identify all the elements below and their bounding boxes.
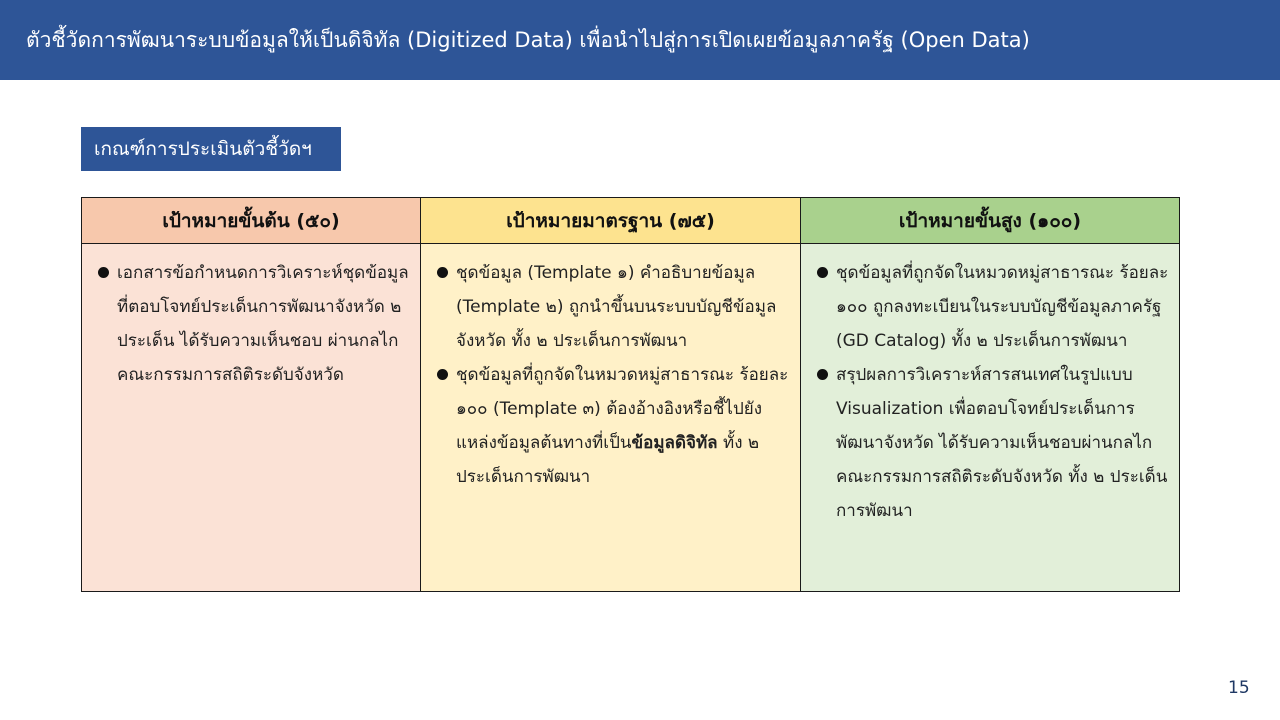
criteria-table [81,197,1180,592]
bullet-icon [817,369,828,380]
title-bar [0,0,1280,80]
list-item-text: ชุดข้อมูล (Template ๑) คำอธิบายข้อมูล (Template ๒) ถูกนำขึ้นบนระบบบัญชีข้อมูลจังหวัด ทั้ง ๒ ประเด็นการพัฒนา [456,263,777,351]
standard-target-list [435,256,792,494]
list-item-text-part: ทั้ง ๒ ประเด็นการพัฒนา [456,433,760,487]
list-item [815,256,1171,358]
list-item-text [456,365,788,487]
bullet-icon [817,267,828,278]
slide-title: ตัวชี้วัดการพัฒนาระบบข้อมูลให้เป็นดิจิทัล (Digitized Data) เพื่อนำไปสู่การเปิดเผยข้อมูลภาครัฐ (Open Data) [26,27,1030,52]
criteria-label: เกณฑ์การประเมินตัวชี้วัดฯ [81,127,341,171]
advanced-target-heading: เป้าหมายขั้นสูง (๑๐๐) [801,198,1180,244]
advanced-target-cell [801,244,1180,592]
list-item [815,358,1171,528]
standard-target-cell [421,244,801,592]
table-body-row [82,244,1180,592]
advanced-target-list [815,256,1171,528]
bullet-icon [437,267,448,278]
page-number: 15 [1228,678,1250,698]
basic-target-list [96,256,412,392]
list-item-text: เอกสารข้อกำหนดการวิเคราะห์ชุดข้อมูลที่ตอบโจทย์ประเด็นการพัฒนาจังหวัด ๒ ประเด็น ได้รับความเห็นชอบ ผ่านกลไกคณะกรรมการสถิติระดับจังหวัด [117,263,409,385]
basic-target-cell [82,244,421,592]
list-item-text: ชุดข้อมูลที่ถูกจัดในหมวดหมู่สาธารณะ ร้อยละ ๑๐๐ ถูกลงทะเบียนในระบบบัญชีข้อมูลภาครัฐ (GD Catalog) ทั้ง ๒ ประเด็นการพัฒนา [836,263,1169,351]
table-header-row [82,198,1180,244]
list-item [435,358,792,494]
list-item-text: สรุปผลการวิเคราะห์สารสนเทศในรูปแบบ Visualization เพื่อตอบโจทย์ประเด็นการพัฒนาจังหวัด ได้รับความเห็นชอบผ่านกลไกคณะกรรมการสถิติระดับจังหวัด ทั้ง ๒ ประเด็นการพัฒนา [836,365,1168,521]
list-item-text-part: ชุดข้อมูลที่ถูกจัดในหมวดหมู่สาธารณะ ร้อยละ ๑๐๐ (Template ๓) ต้องอ้างอิงหรือชี้ไปยังแหล่งข้อมูลต้นทางที่เป็น [456,365,789,453]
basic-target-heading: เป้าหมายขั้นต้น (๕๐) [82,198,421,244]
list-item [96,256,412,392]
standard-target-heading: เป้าหมายมาตรฐาน (๗๕) [421,198,801,244]
digital-data-emphasis: ข้อมูลดิจิทัล [631,433,718,453]
bullet-icon [98,267,109,278]
bullet-icon [437,369,448,380]
list-item [435,256,792,358]
